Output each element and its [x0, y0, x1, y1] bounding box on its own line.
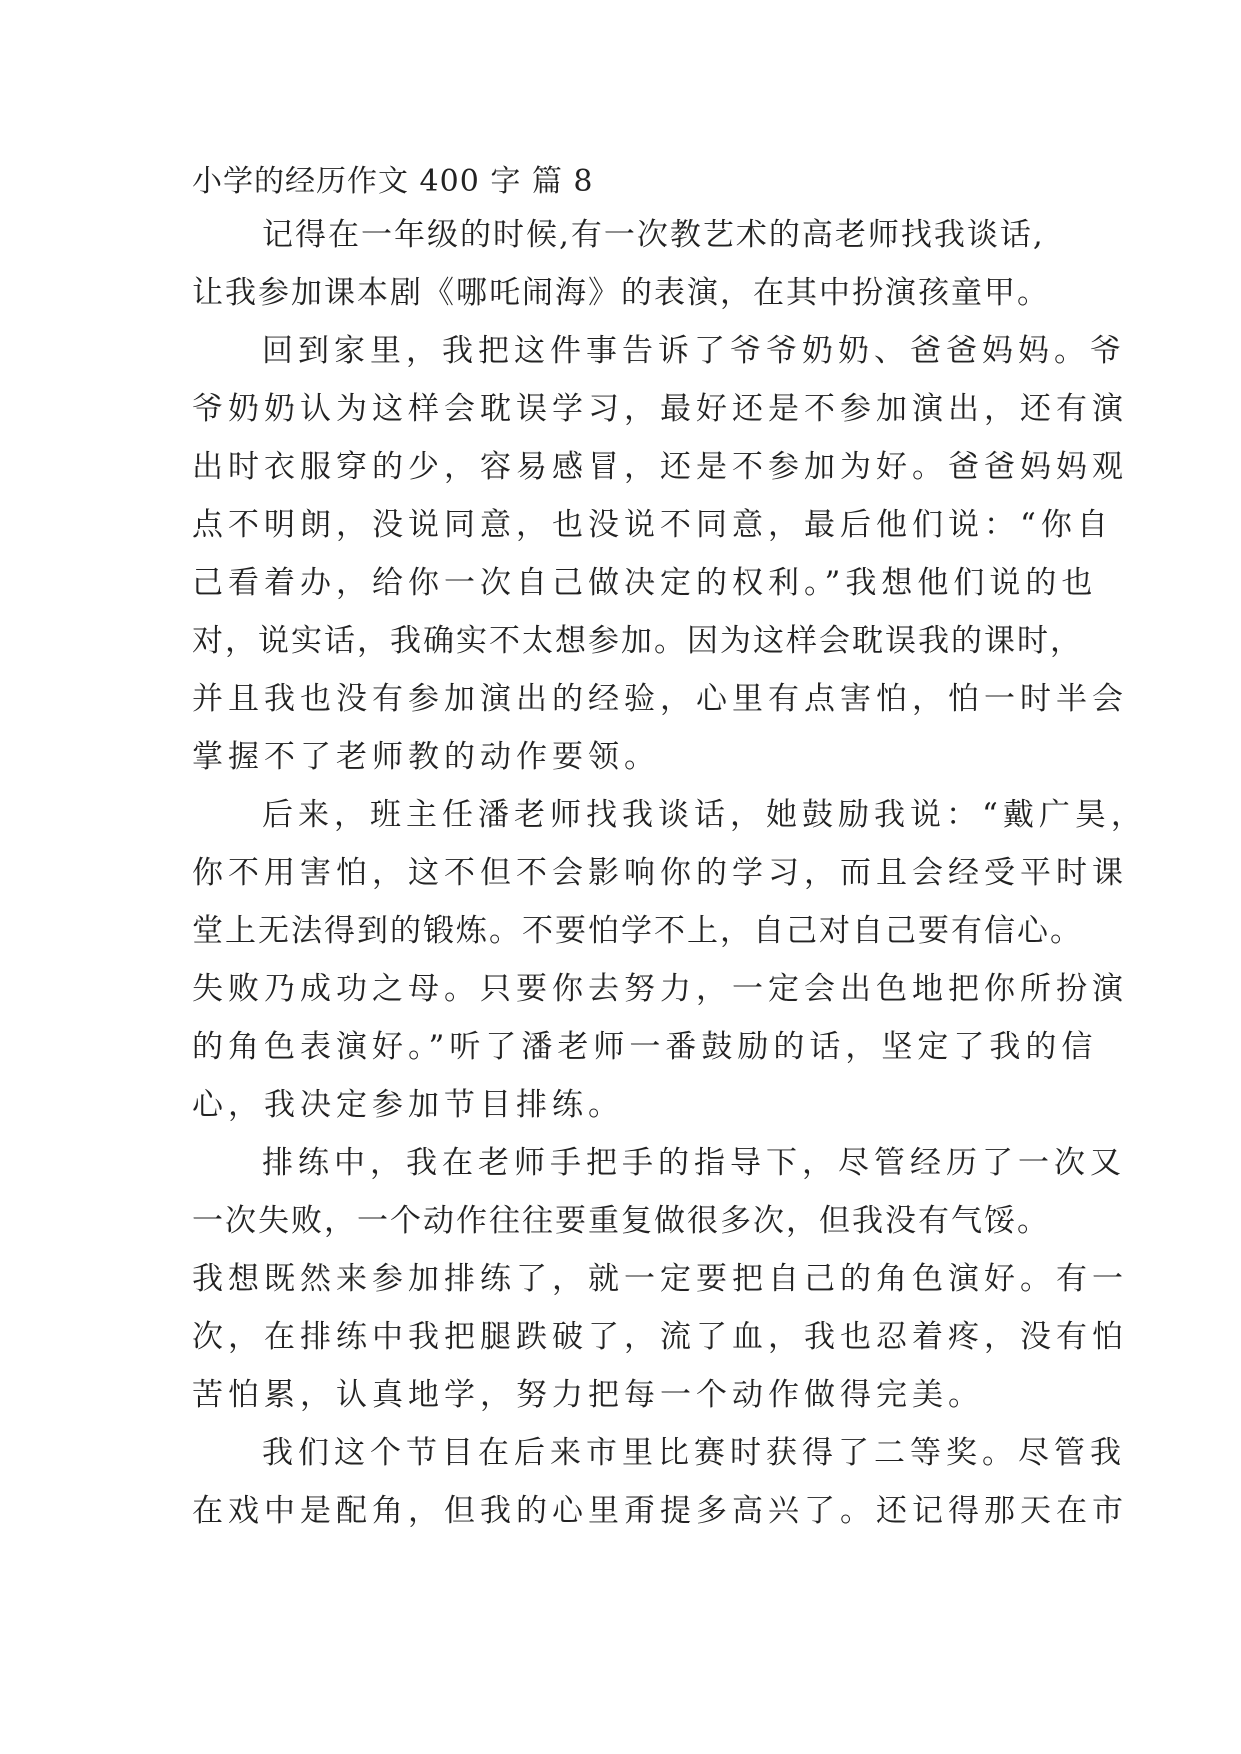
text-line: 爷奶奶认为这样会耽误学习，最好还是不参加演出，还有演: [192, 391, 1128, 427]
text-line: 一次失败，一个动作往往要重复做很多次，但我没有气馁。: [192, 1203, 1050, 1239]
document-title: 小学的经历作文 400 字 篇 8: [192, 164, 594, 199]
text-line: 失败乃成功之母。只要你去努力，一定会出色地把你所扮演: [192, 971, 1128, 1007]
text-line: 排练中，我在老师手把手的指导下，尽管经历了一次又: [262, 1145, 1126, 1181]
text-line: 并且我也没有参加演出的经验，心里有点害怕，怕一时半会: [192, 681, 1128, 717]
document-body: [192, 158, 1147, 1540]
paragraph: [192, 1134, 1128, 1424]
text-line: 次，在排练中我把腿跌破了，流了血，我也忍着疼，没有怕: [192, 1319, 1128, 1355]
text-line: 你不用害怕，这不但不会影响你的学习，而且会经受平时课: [192, 855, 1128, 891]
text-line: 在戏中是配角，但我的心里甭提多高兴了。还记得那天在市: [192, 1493, 1128, 1529]
text-line: 的角色表演好。”听了潘老师一番鼓励的话，坚定了我的信: [192, 1029, 1098, 1065]
paragraph: [192, 786, 1147, 1134]
paragraph: [192, 1424, 1128, 1540]
text-line: 对，说实话，我确实不太想参加。因为这样会耽误我的课时，: [192, 623, 1083, 659]
text-line: 回到家里，我把这件事告诉了爷爷奶奶、爸爸妈妈。爷: [262, 333, 1126, 369]
text-line: 我想既然来参加排练了，就一定要把自己的角色演好。有一: [192, 1261, 1128, 1297]
paragraph: [192, 206, 1082, 322]
text-line: 记得在一年级的时候,有一次教艺术的高老师找我谈话,: [262, 217, 1045, 253]
text-line: 我们这个节目在后来市里比赛时获得了二等奖。尽管我: [262, 1435, 1126, 1471]
text-line: 心，我决定参加节目排练。: [192, 1087, 624, 1123]
text-line: 出时衣服穿的少，容易感冒，还是不参加为好。爸爸妈妈观: [192, 449, 1128, 485]
text-line: 让我参加课本剧《哪吒闹海》的表演，在其中扮演孩童甲。: [192, 275, 1050, 311]
paragraph: [192, 322, 1128, 786]
text-line: 苦怕累，认真地学，努力把每一个动作做得完美。: [192, 1377, 984, 1413]
text-line: 掌握不了老师教的动作要领。: [192, 739, 660, 775]
text-line: 堂上无法得到的锻炼。不要怕学不上，自己对自己要有信心。: [192, 913, 1083, 949]
text-line: 后来，班主任潘老师找我谈话，她鼓励我说：“戴广昊，: [262, 797, 1147, 833]
text-line: 点不明朗，没说同意，也没说不同意，最后他们说：“你自: [192, 507, 1113, 543]
text-line: 己看着办，给你一次自己做决定的权利。”我想他们说的也: [192, 565, 1098, 601]
